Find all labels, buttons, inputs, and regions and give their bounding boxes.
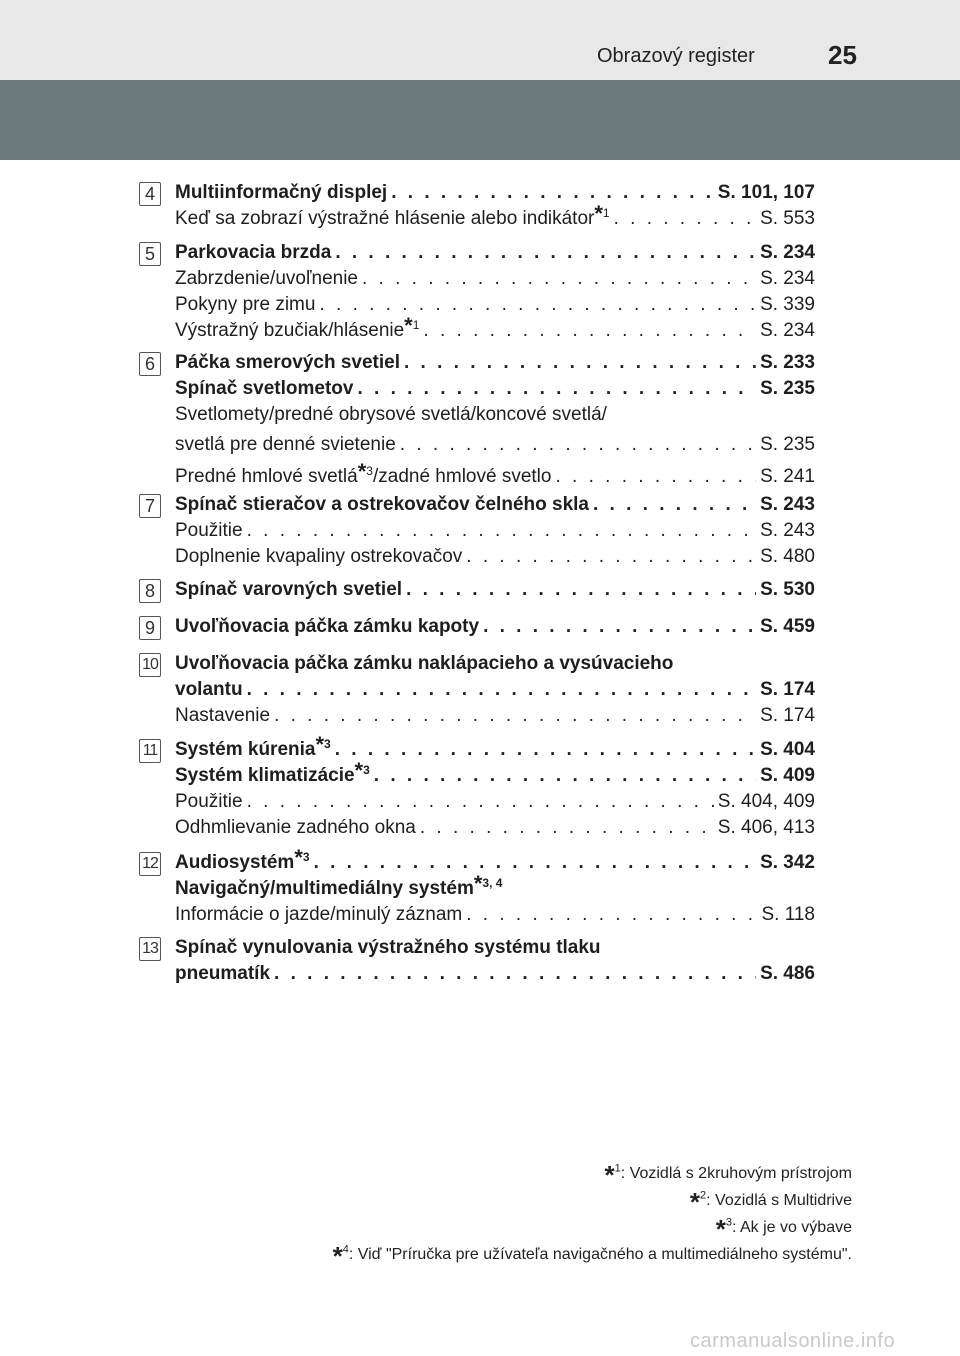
page-reference: S. 406, 413 xyxy=(717,817,815,838)
page-reference: S. 404, 409 xyxy=(717,791,815,812)
entry-text: Uvoľňovacia páčka zámku kapoty xyxy=(175,616,480,637)
entry-heading xyxy=(175,614,815,640)
footnote-reference: *3 xyxy=(315,731,331,757)
entry-heading xyxy=(175,180,815,206)
header-band xyxy=(0,80,960,160)
entry-subitem xyxy=(175,518,815,544)
entry-text: Výstražný bzučiak/hlásenie$^{*1}$ xyxy=(175,312,420,341)
item-number-badge: 9 xyxy=(139,616,161,640)
item-number-badge: 10 xyxy=(139,653,161,677)
entry-subitem xyxy=(175,200,815,232)
entry-text: Informácie o jazde/minulý záznam xyxy=(175,904,463,925)
entry-text: Uvoľňovacia páčka zámku naklápacieho a vysúvacieho xyxy=(175,653,674,674)
entry-text: Zabrzdenie/uvoľnenie xyxy=(175,268,358,289)
entry-text: Audiosystém$^{*3}$ xyxy=(175,844,310,873)
dot-leader xyxy=(423,318,756,344)
entry-subitem xyxy=(175,544,815,570)
entry-text: Spínač vynulovania výstražného systému tlaku xyxy=(175,937,601,958)
dot-leader xyxy=(400,432,756,458)
footnote-line: *$^2$: Vozidlá s Multidrive xyxy=(689,1187,852,1217)
entry-heading xyxy=(175,677,815,703)
entry-heading xyxy=(175,935,815,961)
dot-leader xyxy=(404,350,756,376)
page-reference: S. 459 xyxy=(760,616,815,637)
page-reference: S. 235 xyxy=(760,434,815,455)
entry-subitem xyxy=(175,789,815,815)
watermark: carmanualsonline.info xyxy=(690,1330,896,1352)
page-reference: S. 342 xyxy=(760,852,815,873)
entry-heading xyxy=(175,844,815,876)
entry-text: Páčka smerových svetiel xyxy=(175,352,400,373)
footnote-line: *$^1$: Vozidlá s 2kruhovým prístrojom xyxy=(604,1160,852,1190)
entry-heading xyxy=(175,651,815,677)
page-reference: S. 118 xyxy=(761,904,815,925)
entry-text: svetlá pre denné svietenie xyxy=(175,434,396,455)
entry-text: Odhmlievanie zadného okna xyxy=(175,817,416,838)
footnote-reference: *3 xyxy=(357,458,373,484)
page-reference: S. 233 xyxy=(760,352,815,373)
entry-heading xyxy=(175,577,815,603)
entry-heading xyxy=(175,731,815,763)
entry-subitem xyxy=(175,292,815,318)
dot-leader xyxy=(319,292,756,318)
dot-leader xyxy=(406,577,756,603)
dot-leader xyxy=(362,266,756,292)
entry-heading xyxy=(175,376,815,402)
entry-text: Použitie xyxy=(175,520,243,541)
page-reference: S. 404 xyxy=(760,739,815,760)
dot-leader xyxy=(374,763,756,789)
footnote-reference: *3 xyxy=(294,844,310,870)
header-title: Obrazový register xyxy=(597,45,755,67)
dot-leader xyxy=(466,544,756,570)
item-number-badge: 7 xyxy=(139,494,161,518)
dot-leader xyxy=(614,206,756,232)
entry-text: Systém kúrenia$^{*3}$ xyxy=(175,731,331,760)
item-number-badge: 6 xyxy=(139,352,161,376)
entry-text: Systém klimatizácie$^{*3}$ xyxy=(175,757,370,786)
item-number-badge: 8 xyxy=(139,579,161,603)
item-number-badge: 12 xyxy=(139,852,161,876)
footnote-line: *$^4$: Viď "Príručka pre užívateľa navigačného a multimediálneho systému". xyxy=(332,1241,852,1271)
entry-text: Svetlomety/predné obrysové svetlá/koncové svetlá/ xyxy=(175,404,607,425)
item-number-badge: 5 xyxy=(139,242,161,266)
footnote-reference: *1 xyxy=(594,200,610,226)
entry-subitem xyxy=(175,312,815,344)
page-reference: S. 409 xyxy=(760,765,815,786)
page-reference: S. 243 xyxy=(760,494,815,515)
entry-text: Spínač stieračov a ostrekovačov čelného skla xyxy=(175,494,589,515)
footnote-line: *$^3$: Ak je vo výbave xyxy=(715,1214,852,1244)
entry-text: Použitie xyxy=(175,791,243,812)
page-reference: S. 234 xyxy=(760,320,815,341)
entry-subitem xyxy=(175,902,815,928)
entry-text: Nastavenie xyxy=(175,705,271,726)
entry-heading xyxy=(175,870,815,902)
entry-heading xyxy=(175,757,815,789)
page-reference: S. 234 xyxy=(760,268,815,289)
page-reference: S. 174 xyxy=(760,705,815,726)
entry-subitem xyxy=(175,815,815,841)
entry-text: Spínač svetlometov xyxy=(175,378,354,399)
page-reference: S. 480 xyxy=(760,546,815,567)
entry-text: Doplnenie kvapaliny ostrekovačov xyxy=(175,546,463,567)
dot-leader xyxy=(593,492,756,518)
entry-text: Multiinformačný displej xyxy=(175,182,388,203)
entry-heading xyxy=(175,961,815,987)
entry-text: Keď sa zobrazí výstražné hlásenie alebo indikátor$^{*1}$ xyxy=(175,200,610,229)
footnote-reference: *3 xyxy=(354,757,370,783)
page-reference: S. 174 xyxy=(760,679,815,700)
item-number-badge: 4 xyxy=(139,182,161,206)
entry-subitem xyxy=(175,266,815,292)
entry-heading xyxy=(175,240,815,266)
entry-heading xyxy=(175,350,815,376)
page-reference: S. 553 xyxy=(760,208,815,229)
dot-leader xyxy=(555,464,756,490)
entry-subitem xyxy=(175,458,815,490)
page-reference: S. 339 xyxy=(760,294,815,315)
entry-text: Navigačný/multimediálny systém$^{*3, 4}$ xyxy=(175,870,503,899)
entry-text: volantu xyxy=(175,679,243,700)
dot-leader xyxy=(483,614,756,640)
entry-text: Pokyny pre zimu xyxy=(175,294,316,315)
page-reference: S. 243 xyxy=(760,520,815,541)
footnote-reference: *1 xyxy=(404,312,420,338)
dot-leader xyxy=(247,518,756,544)
page-reference: S. 486 xyxy=(760,963,815,984)
entry-text: Spínač varovných svetiel xyxy=(175,579,403,600)
footnote-reference: *3, 4 xyxy=(473,870,503,896)
page-reference: S. 234 xyxy=(760,242,815,263)
dot-leader xyxy=(357,376,756,402)
dot-leader xyxy=(274,703,756,729)
dot-leader xyxy=(274,961,756,987)
dot-leader xyxy=(247,789,714,815)
dot-leader xyxy=(420,815,714,841)
entry-subitem xyxy=(175,432,815,458)
page-reference: S. 235 xyxy=(760,378,815,399)
dot-leader xyxy=(466,902,757,928)
page-number: 25 xyxy=(828,40,857,70)
dot-leader xyxy=(335,240,756,266)
item-number-badge: 11 xyxy=(139,739,161,763)
entry-text: Parkovacia brzda xyxy=(175,242,332,263)
page-reference: S. 530 xyxy=(760,579,815,600)
entry-subitem xyxy=(175,402,815,428)
page-header-bar xyxy=(0,0,960,80)
entry-heading xyxy=(175,492,815,518)
dot-leader xyxy=(314,850,757,876)
footnotes xyxy=(152,1158,852,1271)
item-number-badge: 13 xyxy=(139,937,161,961)
dot-leader xyxy=(391,180,714,206)
dot-leader xyxy=(247,677,757,703)
dot-leader xyxy=(335,737,756,763)
page-reference: S. 241 xyxy=(760,466,815,487)
entry-text: pneumatík xyxy=(175,963,271,984)
entry-text: Predné hmlové svetlá$^{*3}$/zadné hmlové svetlo xyxy=(175,458,552,487)
entry-subitem xyxy=(175,703,815,729)
page-reference: S. 101, 107 xyxy=(717,182,815,203)
